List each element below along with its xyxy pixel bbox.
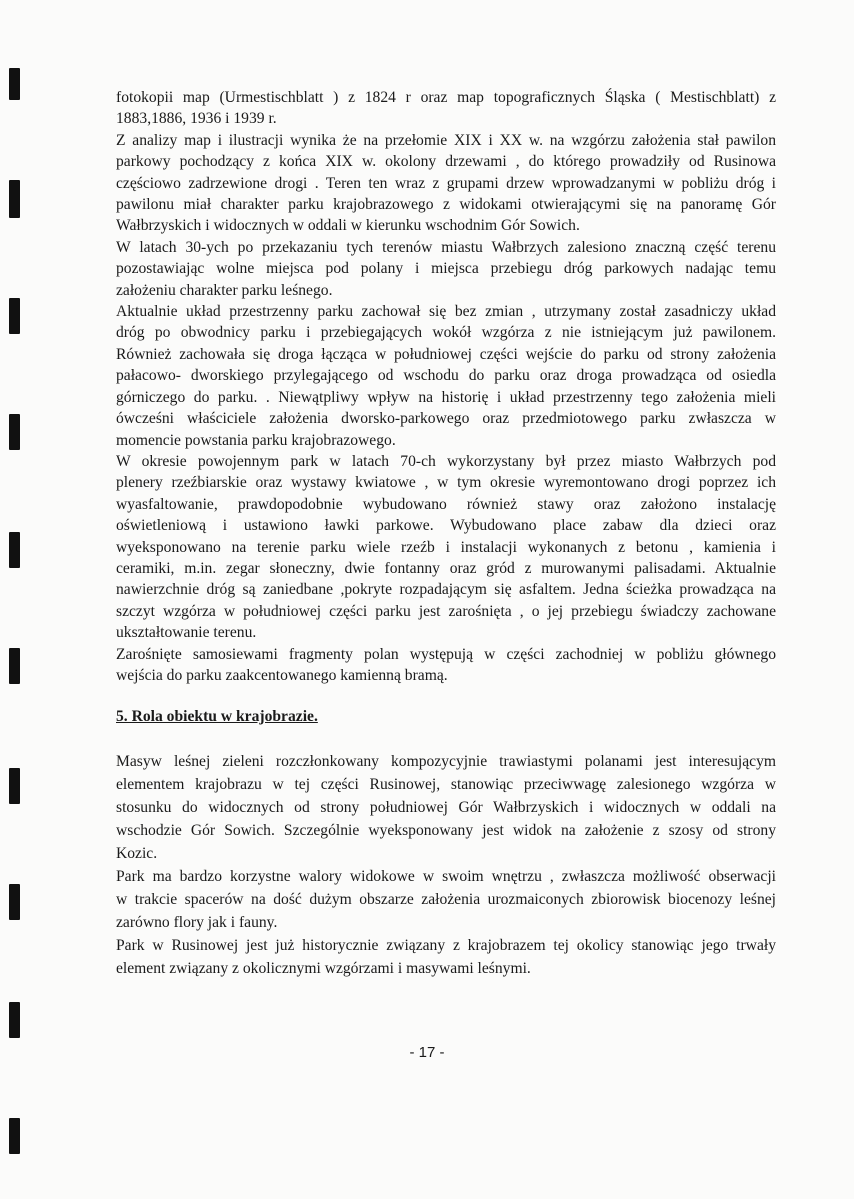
text-line: górniczego do parku. . Niewątpliwy wpływ na historię i układ przestrzenny tego założenia mieli <box>116 388 776 406</box>
text-line: wschodzie Gór Sowich. Szczególnie wyeksponowany jest widok na założenie z szosy od strony <box>116 821 776 839</box>
text-line: Wałbrzyskich i widocznych w oddali w kierunku wschodnim Gór Sowich. <box>116 217 580 235</box>
text-line: szczyt wzgórza w południowej części parku jest zarośnięta , o jej przebiegu świadczy zachowane <box>116 602 776 620</box>
binder-mark <box>9 532 20 568</box>
binder-mark <box>9 768 20 804</box>
text-line: stosunku do widocznych od strony południowej Gór Wałbrzyskich i widocznych w oddali na <box>116 798 776 816</box>
text-line: ukształtowanie terenu. <box>116 624 257 642</box>
text-line: element związany z okolicznymi wzgórzami i masywami leśnymi. <box>116 959 531 977</box>
text-line: W okresie powojennym park w latach 70-ch wykorzystany był przez miasto Wałbrzych pod <box>116 452 776 470</box>
binder-mark <box>9 648 20 684</box>
text-line: Zarośnięte samosiewami fragmenty polan występują w części zachodniej w pobliżu głównego <box>116 645 776 663</box>
paragraph <box>116 644 776 687</box>
text-line: plenery rzeźbiarskie oraz wystawy kwiatowe , w tym okresie wyremontowano drogi poprzez ich <box>116 474 776 492</box>
binder-mark <box>9 1002 20 1038</box>
text-line: 1883,1886, 1936 i 1939 r. <box>116 110 277 128</box>
text-line: ówcześni właściciele założenia dworsko-parkowego oraz przedmiotowego parku zwłaszcza w <box>116 410 776 428</box>
binder-mark <box>9 68 20 100</box>
text-line: fotokopii map (Urmestischblatt ) z 1824 r oraz map topograficznych Śląska ( Mestischblatt) z <box>116 89 776 106</box>
text-line: ceramiki, m.in. zegar słoneczny, dwie fontanny oraz gród z murowanymi palisadami. Aktualnie <box>116 559 776 577</box>
text-line: w trakcie spacerów na dość dużym obszarze założenia urozmaiconych zbiorowisk biocenozy leśnej <box>116 890 776 908</box>
binder-mark <box>9 414 20 450</box>
text-line: pałacowo- dworskiego przylegającego od wschodu do parku oraz droga prowadząca od osiedla <box>116 367 776 385</box>
text-line: wyeksponowano na terenie parku wiele rzeźb i instalacji wykonanych z betonu , kamienia i <box>116 538 776 556</box>
text-line: Aktualnie układ przestrzenny parku zachował się bez zmian , utrzymany został zasadniczy układ <box>116 303 776 321</box>
text-line: wyasfaltowanie, prawdopodobnie wybudowano również stawy oraz założono instalację <box>116 495 776 513</box>
document-body <box>116 87 776 980</box>
text-line: elementem krajobrazu w tej części Rusinowej, stanowiąc przeciwwagę zalesionego wzgórza w <box>116 775 776 793</box>
text-line: pawilonu miał charakter parku krajobrazowego z widokami otwierającymi się na panoramę Gór <box>116 196 776 214</box>
text-line: Kozic. <box>116 844 158 862</box>
binder-mark <box>9 180 20 218</box>
text-line: założeniu charakter parku leśnego. <box>116 281 333 299</box>
paragraph <box>116 301 776 451</box>
text-line: nawierzchnie dróg są zaniedbane ,pokryte rozpadającym się asfaltem. Jedna ścieżka prowadząca na <box>116 581 776 599</box>
text-line: momencie powstania parku krajobrazowego. <box>116 431 396 449</box>
text-line: Masyw leśnej zieleni rozczłonkowany kompozycyjnie trawiastymi polanami jest interesującym <box>116 752 776 770</box>
binder-mark <box>9 298 20 334</box>
section-heading: 5. Rola obiektu w krajobrazie. <box>116 708 318 726</box>
text-line: Park w Rusinowej jest już historycznie związany z krajobrazem tej okolicy stanowiąc jego trwały <box>116 936 776 954</box>
binder-margin-marks <box>0 0 30 1199</box>
text-line: parkowy pochodzący z końca XIX w. okolony drzewami , do którego prowadziły od Rusinowa <box>116 153 776 171</box>
paragraph <box>116 87 776 130</box>
text-line: dróg po obwodnicy parku i przebiegających wokół wzgórza z nie istniejącym już pawilonem. <box>116 324 776 342</box>
text-line: Również zachowała się droga łącząca w południowej części wejście do parku od strony założenia <box>116 345 776 363</box>
paragraph <box>116 237 776 301</box>
paragraph <box>116 865 776 934</box>
text-line: wejścia do parku zaakcentowanego kamienną bramą. <box>116 666 448 684</box>
text-line: Park ma bardzo korzystne walory widokowe w swoim wnętrzu , zwłaszcza możliwość obserwacji <box>116 867 776 885</box>
binder-mark <box>9 884 20 920</box>
text-line: Z analizy map i ilustracji wynika że na przełomie XIX i XX w. na wzgórzu założenia stał pawilon <box>116 131 776 149</box>
paragraph <box>116 750 776 865</box>
paragraph <box>116 130 776 237</box>
text-line: częściowo zadrzewione drogi . Teren ten wraz z grupami drzew wprowadzanymi w pobliżu dróg i <box>116 174 776 192</box>
text-line: W latach 30-ych po przekazaniu tych terenów miastu Wałbrzych zalesiono znaczną część terenu <box>116 238 776 256</box>
binder-mark <box>9 1118 20 1154</box>
page-number: - 17 - <box>409 1044 445 1061</box>
paragraph <box>116 934 776 980</box>
paragraph <box>116 451 776 644</box>
text-line: oświetleniową i ustawiono ławki parkowe. Wybudowano place zabaw dla dzieci oraz <box>116 517 776 535</box>
text-line: pozostawiając wolne miejsca pod polany i miejsca przebiegu dróg parkowych nadając temu <box>116 260 776 278</box>
text-line: zarówno flory jak i fauny. <box>116 913 278 931</box>
